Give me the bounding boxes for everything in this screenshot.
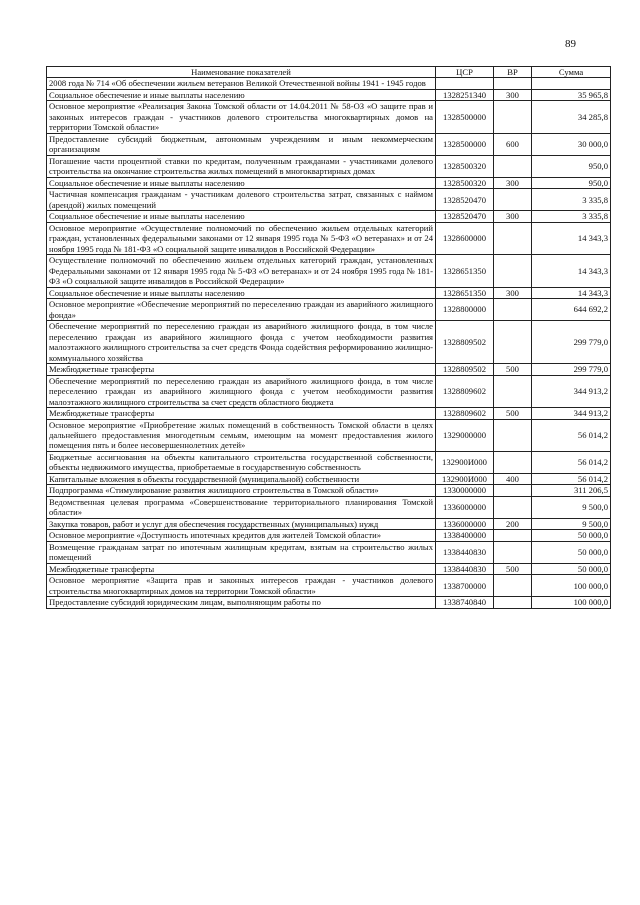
header-name: Наименование показателей (47, 67, 436, 78)
table-row (47, 78, 611, 89)
cell-sum: 30 000,0 (532, 133, 611, 155)
cell-sum: 34 285,8 (532, 101, 611, 133)
cell-csr: 1328800000 (436, 299, 494, 321)
cell-name: Предоставление субсидий юридическим лицам, выполняющим работы по (47, 597, 436, 608)
cell-csr: 132900И000 (436, 473, 494, 484)
cell-vr: 300 (494, 89, 532, 100)
cell-csr: 1328500000 (436, 133, 494, 155)
cell-name: Капитальные вложения в объекты государственной (муниципальной) собственности (47, 473, 436, 484)
cell-sum: 299 779,0 (532, 364, 611, 375)
cell-sum: 56 014,2 (532, 473, 611, 484)
cell-name: Основное мероприятие «Реализация Закона Томской области от 14.04.2011 № 58-ОЗ «О защите прав и законных интересов граждан - участников долевого строительства многоквартирных домов на территории Томской области» (47, 101, 436, 133)
cell-sum: 14 343,3 (532, 255, 611, 287)
table-row (47, 597, 611, 608)
cell-sum: 50 000,0 (532, 541, 611, 563)
table-row (47, 375, 611, 407)
table-row (47, 255, 611, 287)
cell-sum: 35 965,8 (532, 89, 611, 100)
table-row (47, 155, 611, 177)
cell-vr (494, 189, 532, 211)
cell-sum: 9 500,0 (532, 518, 611, 529)
cell-sum: 14 343,3 (532, 287, 611, 298)
cell-csr: 1328520470 (436, 189, 494, 211)
cell-sum: 644 692,2 (532, 299, 611, 321)
cell-csr: 132900И000 (436, 451, 494, 473)
table-row (47, 321, 611, 364)
cell-csr: 1328500320 (436, 177, 494, 188)
cell-csr: 1328809602 (436, 375, 494, 407)
header-sum: Сумма (532, 67, 611, 78)
cell-sum: 9 500,0 (532, 496, 611, 518)
cell-csr (436, 78, 494, 89)
cell-name: Основное мероприятие «Приобретение жилых помещений в собственность Томской области в целях дальнейшего предоставления многодетным семьям, имеющим на момент предоставления жилого помещения пять и более несовершеннолетних детей» (47, 419, 436, 451)
cell-name: Возмещение гражданам затрат по ипотечным жилищным кредитам, взятым на строительство жилых помещений (47, 541, 436, 563)
cell-name: Основное мероприятие «Доступность ипотечных кредитов для жителей Томской области» (47, 530, 436, 541)
cell-vr: 500 (494, 408, 532, 419)
cell-vr (494, 597, 532, 608)
cell-csr: 1328600000 (436, 222, 494, 254)
table-row (47, 299, 611, 321)
table-row (47, 408, 611, 419)
table-row (47, 189, 611, 211)
cell-sum: 950,0 (532, 155, 611, 177)
cell-csr: 1336000000 (436, 518, 494, 529)
cell-vr: 400 (494, 473, 532, 484)
cell-sum: 56 014,2 (532, 451, 611, 473)
cell-name: Межбюджетные трансферты (47, 364, 436, 375)
cell-vr: 500 (494, 364, 532, 375)
table-row (47, 287, 611, 298)
cell-csr: 1328500000 (436, 101, 494, 133)
cell-sum: 3 335,8 (532, 189, 611, 211)
cell-vr (494, 375, 532, 407)
cell-vr: 600 (494, 133, 532, 155)
cell-sum: 50 000,0 (532, 530, 611, 541)
cell-vr (494, 321, 532, 364)
header-csr: ЦСР (436, 67, 494, 78)
table-row (47, 473, 611, 484)
cell-vr: 300 (494, 211, 532, 222)
header-vr: ВР (494, 67, 532, 78)
cell-name: Подпрограмма «Стимулирование развития жилищного строительства в Томской области» (47, 485, 436, 496)
cell-vr: 200 (494, 518, 532, 529)
cell-vr (494, 299, 532, 321)
cell-name: Закупка товаров, работ и услуг для обеспечения государственных (муниципальных) нужд (47, 518, 436, 529)
cell-sum: 950,0 (532, 177, 611, 188)
cell-sum: 311 206,5 (532, 485, 611, 496)
table-row (47, 364, 611, 375)
cell-sum (532, 78, 611, 89)
cell-name: Социальное обеспечение и иные выплаты населению (47, 287, 436, 298)
cell-name: Частичная компенсация гражданам - участникам долевого строительства затрат, связанных с наймом (арендой) жилых помещений (47, 189, 436, 211)
table-row (47, 419, 611, 451)
cell-csr: 1329000000 (436, 419, 494, 451)
cell-sum: 3 335,8 (532, 211, 611, 222)
cell-csr: 1328520470 (436, 211, 494, 222)
table-row (47, 451, 611, 473)
cell-csr: 1328651350 (436, 287, 494, 298)
cell-csr: 1328500320 (436, 155, 494, 177)
cell-csr: 1338740840 (436, 597, 494, 608)
cell-name: Межбюджетные трансферты (47, 408, 436, 419)
cell-sum: 50 000,0 (532, 563, 611, 574)
cell-name: Обеспечение мероприятий по переселению граждан из аварийного жилищного фонда, в том числе переселению граждан из аварийного жилищного фонда с учетом необходимости развития малоэтажного жилищного строительства за счет средств областного бюджета (47, 375, 436, 407)
cell-sum: 56 014,2 (532, 419, 611, 451)
cell-sum: 14 343,3 (532, 222, 611, 254)
table-row (47, 89, 611, 100)
cell-vr: 300 (494, 177, 532, 188)
cell-name: Межбюджетные трансферты (47, 563, 436, 574)
cell-name: Предоставление субсидий бюджетным, автономным учреждениям и иным некоммерческим организациям (47, 133, 436, 155)
cell-name: Социальное обеспечение и иные выплаты населению (47, 177, 436, 188)
cell-sum: 100 000,0 (532, 597, 611, 608)
table-body (47, 78, 611, 608)
table-row (47, 530, 611, 541)
table-row (47, 222, 611, 254)
cell-sum: 100 000,0 (532, 575, 611, 597)
cell-csr: 1328809602 (436, 408, 494, 419)
cell-vr (494, 575, 532, 597)
cell-vr (494, 451, 532, 473)
cell-csr: 1328809502 (436, 364, 494, 375)
cell-vr: 500 (494, 563, 532, 574)
cell-name: Социальное обеспечение и иные выплаты населению (47, 89, 436, 100)
cell-csr: 1338440830 (436, 563, 494, 574)
table-row (47, 496, 611, 518)
cell-name: Погашение части процентной ставки по кредитам, полученным гражданами - участниками долевого строительства на окончание строительства жилых помещений в многоквартирных домах (47, 155, 436, 177)
cell-csr: 1328809502 (436, 321, 494, 364)
cell-name: Основное мероприятие «Осуществление полномочий по обеспечению жильем отдельных категорий граждан, установленных федеральными законами от 12 января 1995 года № 5-ФЗ «О ветеранах» и от 24 ноября 1995 года № 181-ФЗ «О социальной защите инвалидов в Российской Федерации» (47, 222, 436, 254)
cell-name: Осуществление полномочий по обеспечению жильем отдельных категорий граждан, установленных Федеральными законами от 12 января 1995 года № 5-ФЗ «О ветеранах» и от 24 ноября 1995 года № 181-ФЗ «О социальной защите инвалидов в Российской Федерации» (47, 255, 436, 287)
cell-vr (494, 78, 532, 89)
table-row (47, 177, 611, 188)
cell-name: Основное мероприятие «Обеспечение мероприятий по переселению граждан из аварийного жилищного фонда» (47, 299, 436, 321)
cell-sum: 344 913,2 (532, 408, 611, 419)
cell-vr (494, 155, 532, 177)
cell-vr: 300 (494, 287, 532, 298)
cell-name: 2008 года № 714 «Об обеспечении жильем ветеранов Великой Отечественной войны 1941 - 1945 годов (47, 78, 436, 89)
table-row (47, 133, 611, 155)
table-row (47, 575, 611, 597)
cell-vr (494, 101, 532, 133)
header-row (47, 67, 611, 78)
cell-vr (494, 222, 532, 254)
cell-csr: 1336000000 (436, 496, 494, 518)
page-number: 89 (565, 38, 576, 50)
table-row (47, 211, 611, 222)
table-row (47, 101, 611, 133)
cell-vr (494, 485, 532, 496)
cell-vr (494, 496, 532, 518)
table-row (47, 485, 611, 496)
cell-name: Обеспечение мероприятий по переселению граждан из аварийного жилищного фонда, в том числе переселению граждан из аварийного жилищного фонда с учетом необходимости развития малоэтажного жилищного строительства за счет средств Фонда содействия реформированию жилищно-коммунального хозяйства (47, 321, 436, 364)
cell-sum: 344 913,2 (532, 375, 611, 407)
cell-csr: 1338700000 (436, 575, 494, 597)
table-row (47, 541, 611, 563)
budget-table (46, 66, 611, 609)
cell-sum: 299 779,0 (532, 321, 611, 364)
cell-name: Ведомственная целевая программа «Совершенствование территориального планирования Томской области» (47, 496, 436, 518)
cell-name: Основное мероприятие «Защита прав и законных интересов граждан - участников долевого строительства многоквартирных домов на территории Томской области» (47, 575, 436, 597)
cell-csr: 1338440830 (436, 541, 494, 563)
cell-vr (494, 541, 532, 563)
table-row (47, 518, 611, 529)
cell-csr: 1328651350 (436, 255, 494, 287)
cell-csr: 1338400000 (436, 530, 494, 541)
cell-name: Бюджетные ассигнования на объекты капитального строительства государственной собственности, объекты недвижимого имущества, приобретаемые в государственную собственность (47, 451, 436, 473)
cell-vr (494, 419, 532, 451)
cell-vr (494, 530, 532, 541)
table-row (47, 563, 611, 574)
cell-csr: 1328251340 (436, 89, 494, 100)
cell-name: Социальное обеспечение и иные выплаты населению (47, 211, 436, 222)
cell-csr: 1330000000 (436, 485, 494, 496)
cell-vr (494, 255, 532, 287)
